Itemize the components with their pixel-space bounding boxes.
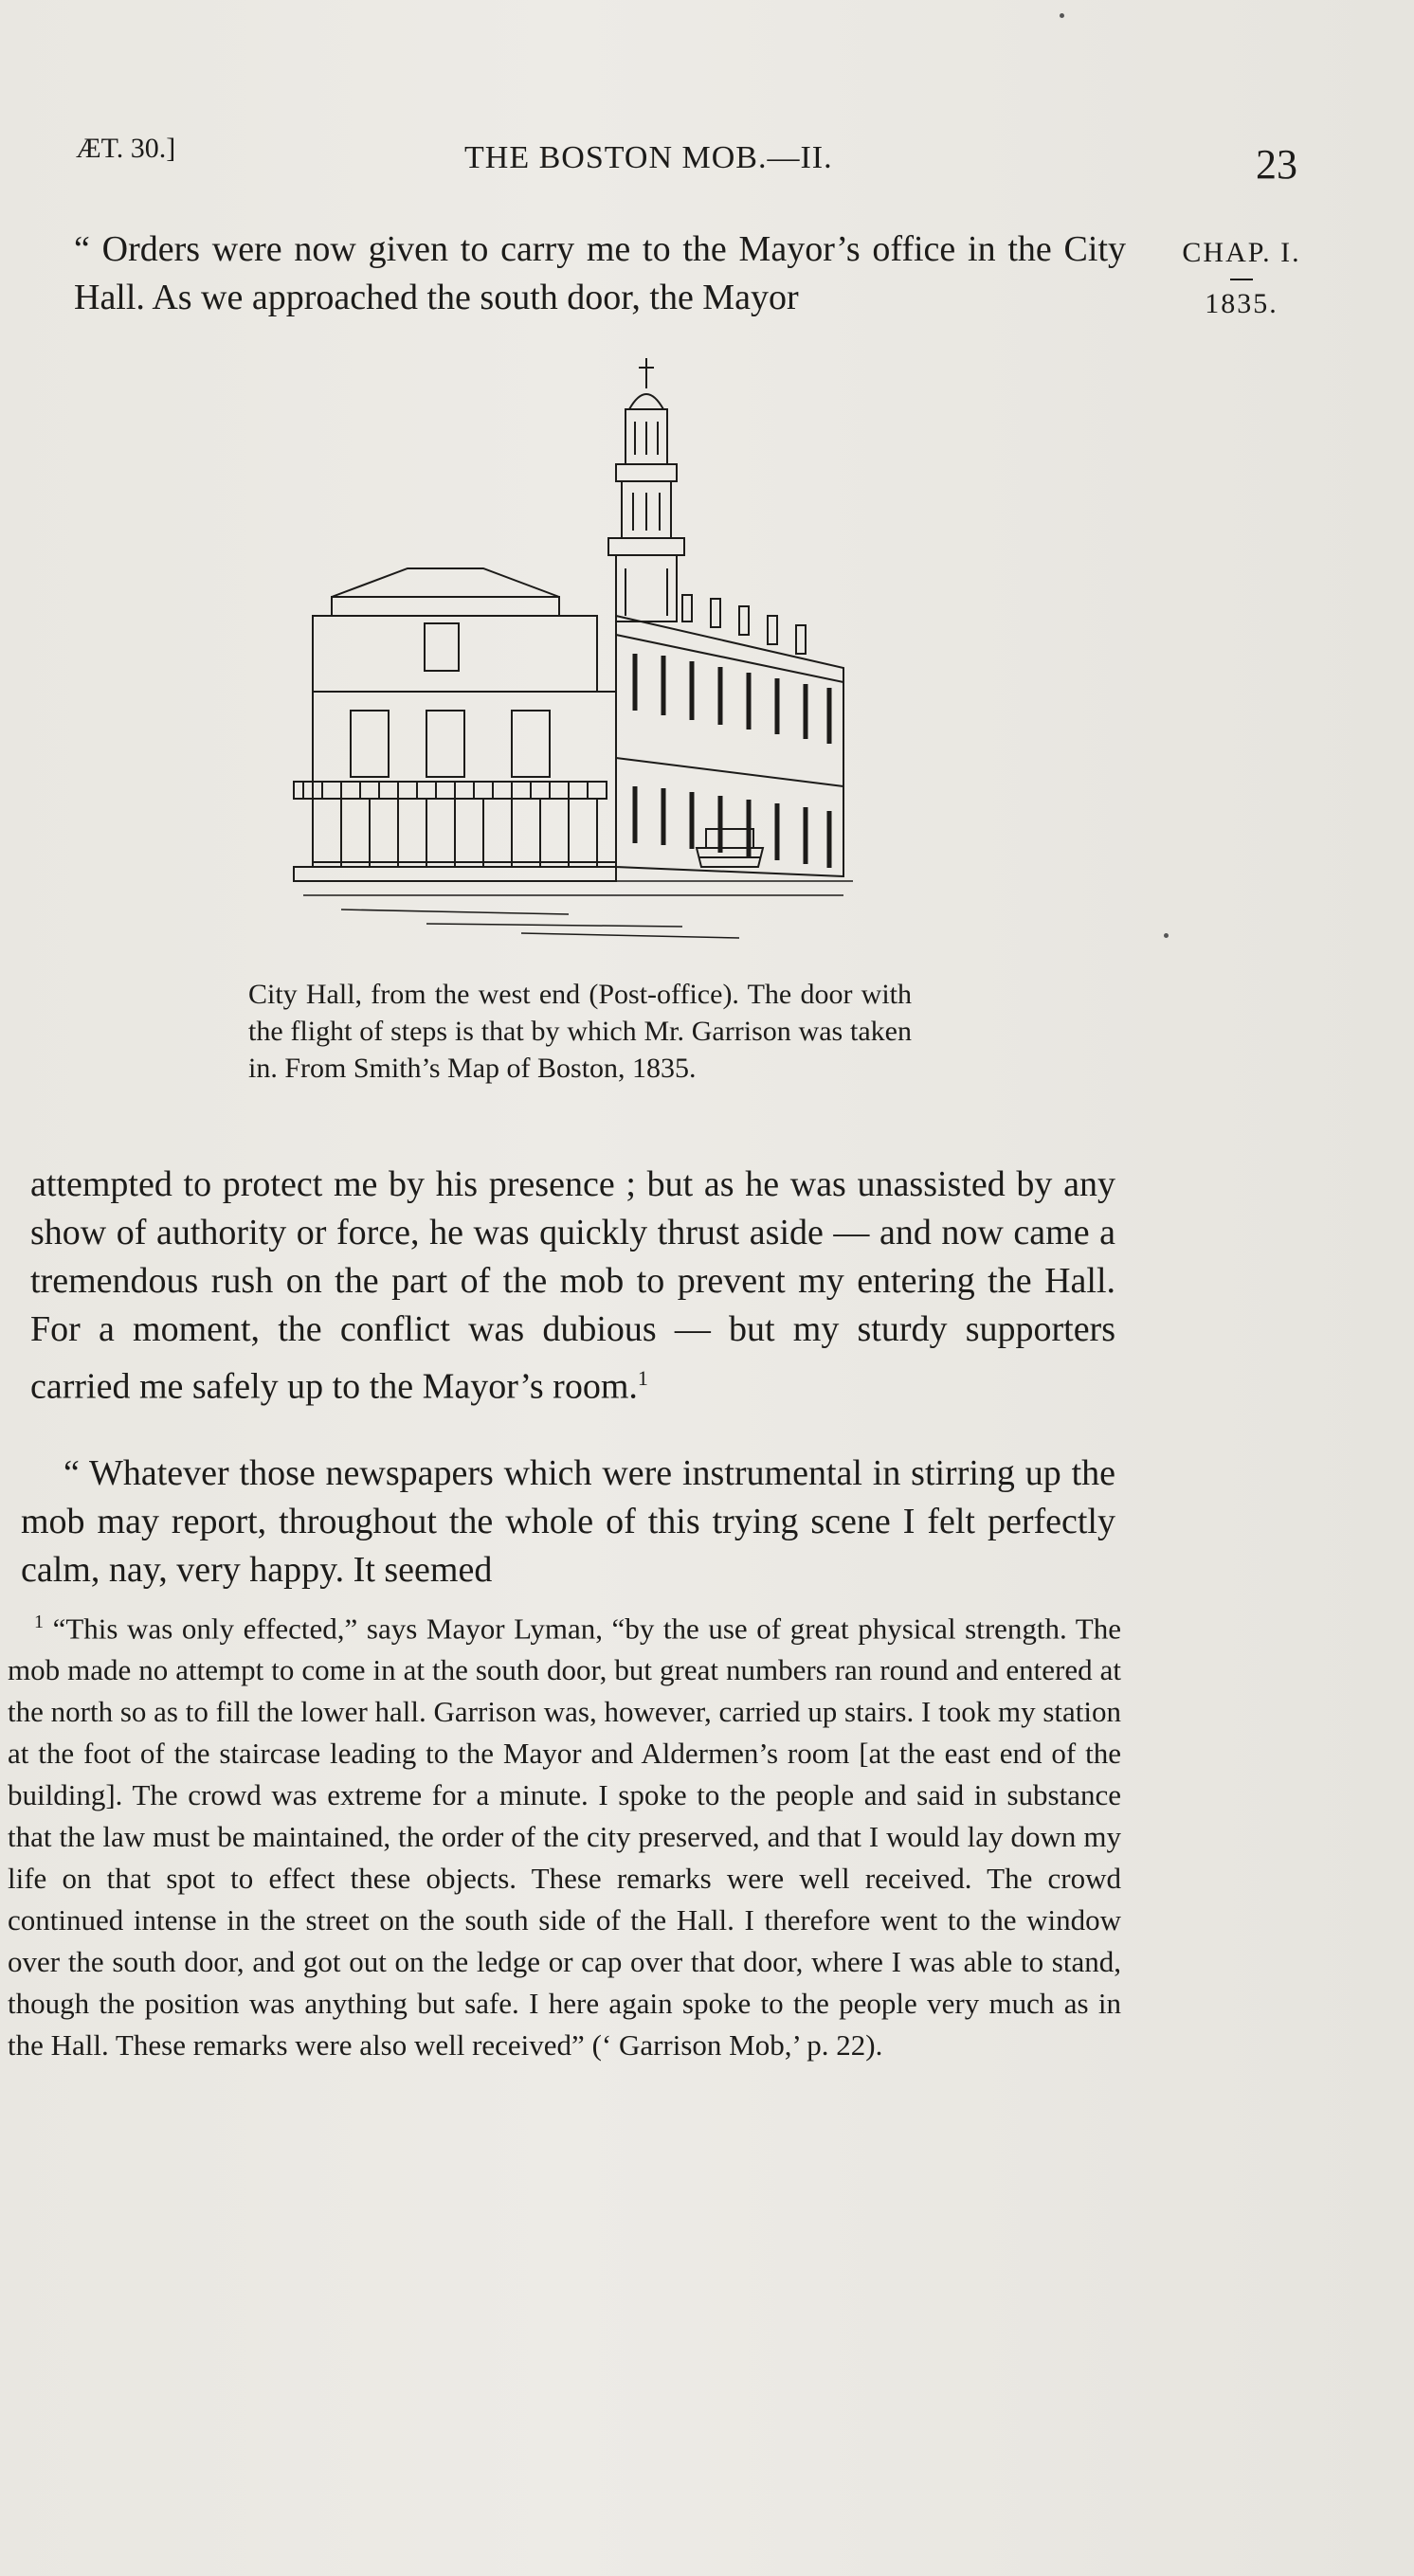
margin-year: 1835. <box>1205 288 1278 319</box>
note-reference: 1 <box>637 1366 648 1390</box>
margin-chapter: CHAP. I. <box>1182 237 1301 268</box>
margin-note <box>1161 237 1322 320</box>
page-number: 23 <box>1256 141 1297 188</box>
city-hall-engraving <box>284 351 872 976</box>
footnote <box>8 1601 1121 2066</box>
footnote-mark: 1 <box>34 1612 44 1632</box>
paragraph-rush <box>30 1161 1115 1412</box>
header-age: ÆT. 30.] <box>76 133 176 164</box>
footnote-text: “This was only effected,” says Mayor Lyman, “by the use of great physical strength. The mob made no attempt to come in at the south door, but great numbers ran round and entered at the north so as to fill the lower hall. Garrison was, however, carried up stairs. I took my station at the foot of the staircase leading to the Mayor and Aldermen’s room [at the east end of the building]. The crowd was extreme for a minute. I spoke to the people and said in substance that the law must be maintained, the order of the city preserved, and that I would lay down my life on that spot to effect these objects. These remarks were well received. The crowd continued intense in the street on the south side of the Hall. I therefore went to the window over the south door, and got out on the ledge or cap over that door, where I was able to stand, though the position was anything but safe. I here again spoke to the people very much as in the Hall. These remarks were also well received” (‘ Garrison Mob,’ p. 22). <box>8 1612 1121 2063</box>
paper-speck <box>1060 13 1064 18</box>
running-header <box>0 133 1414 199</box>
header-title: THE BOSTON MOB.—II. <box>464 140 833 175</box>
paragraph-newspapers: “ Whatever those newspapers which were instrumental in stirring up the mob may report, throughout the whole of this trying scene I felt perfectly calm, nay, very happy. It seemed <box>21 1453 1115 1590</box>
paragraph-orders: “ Orders were now given to carry me to the Mayor’s office in the City Hall. As we approached the south door, the Mayor <box>74 229 1126 317</box>
paragraph-rush-text: attempted to protect me by his presence ; but as he was unassisted by any show of authority or force, he was quickly thrust aside — and now came a tremendous rush on the part of the mob to prevent my entering the Hall. For a moment, the conflict was dubious — but my sturdy supporters carried me safely up to the Mayor’s room. <box>30 1164 1115 1407</box>
paper-speck <box>1164 933 1169 938</box>
figure-caption: City Hall, from the west end (Post-office). The door with the flight of steps is that by which Mr. Garrison was taken in. From Smith’s Map of Boston, 1835. <box>248 979 912 1084</box>
city-hall-illustration <box>284 351 872 976</box>
margin-dash <box>1230 279 1253 280</box>
